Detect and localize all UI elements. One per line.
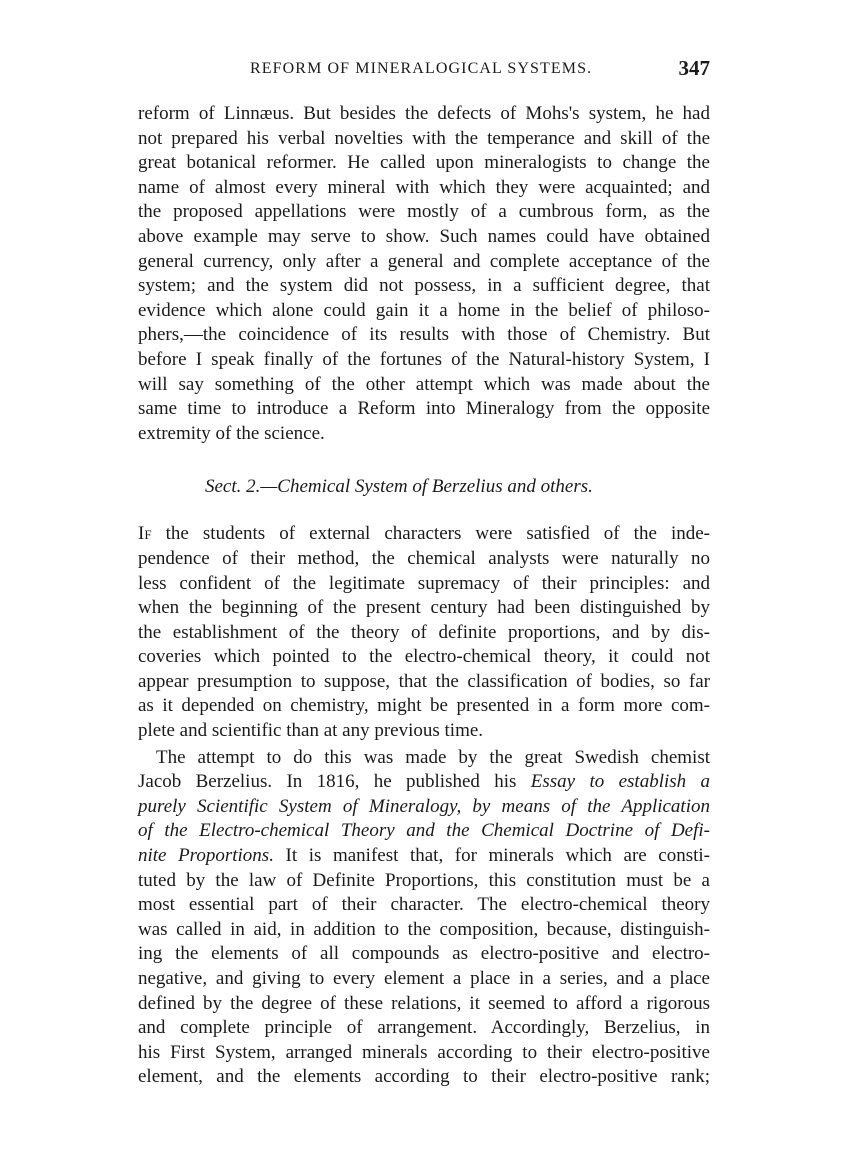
paragraph-3 (138, 746, 710, 1090)
text-line (138, 770, 710, 795)
text-line (138, 819, 710, 844)
text-line: will say something of the other attempt which was made about the (138, 373, 710, 395)
text-line: plete and scientific than at any previous time. (138, 720, 484, 742)
text-line: and complete principle of arrangement. Accordingly, Berzelius, in (138, 1017, 710, 1039)
text-line: was called in aid, in addition to the composition, because, distinguish- (138, 918, 710, 940)
paragraph-1 (138, 102, 710, 446)
text-line: general currency, only after a general and complete acceptance of the (138, 250, 710, 272)
text-line: before I speak finally of the fortunes of the Natural-history System, I (138, 348, 710, 370)
text-line: defined by the degree of these relations, it seemed to afford a rigorous (138, 992, 710, 1014)
text-line: extremity of the science. (138, 422, 325, 444)
text-line: most essential part of their character. The electro-chemical theory (138, 894, 710, 916)
text-line-rest: It is manifest that, for minerals which are consti- (273, 845, 710, 867)
text-line: great botanical reformer. He called upon mineralogists to change the (138, 152, 710, 174)
text-line: as it depended on chemistry, might be presented in a form more com- (138, 695, 710, 717)
text-line: less confident of the legitimate supremacy of their principles: and (138, 572, 710, 594)
page-number: 347 (678, 56, 710, 80)
running-head (138, 56, 710, 90)
text-line: reform of Linnæus. But besides the defects of Mohs's system, he had (138, 103, 710, 124)
book-title: nite Proportions. (138, 845, 274, 867)
text-line: not prepared his verbal novelties with the temperance and skill of the (138, 127, 710, 149)
text-line: The attempt to do this was made by the great Swedish chemist (156, 746, 710, 768)
text-line: element, and the elements according to their electro-positive rank; (138, 1066, 710, 1088)
text-line: his First System, arranged minerals according to their electro-positive (138, 1041, 710, 1063)
text-line: name of almost every mineral with which they were acquainted; and (138, 176, 710, 198)
text-line (138, 844, 710, 869)
book-page (138, 56, 710, 1090)
text-line: phers,—the coincidence of its results with those of Chemistry. But (138, 324, 710, 346)
text-line: negative, and giving to every element a place in a series, and a place (138, 968, 710, 989)
running-title: REFORM OF MINERALOGICAL SYSTEMS. (250, 60, 593, 77)
book-title: Essay to establish a (530, 771, 710, 793)
book-title: of the Electro-chemical Theory and the Chemical Doctrine of Defi- (138, 820, 710, 842)
text-line: above example may serve to show. Such names could have obtained (138, 225, 710, 247)
opening-word: If (138, 523, 152, 545)
text-line: the establishment of the theory of definite proportions, and by dis- (138, 621, 710, 643)
section-heading: Sect. 2.—Chemical System of Berzelius and others. (205, 476, 593, 498)
text-line: system; and the system did not possess, in a sufficient degree, that (138, 275, 710, 297)
text-line: coveries which pointed to the electro-chemical theory, it could not (138, 646, 710, 668)
text-line: appear presumption to suppose, that the classification of bodies, so far (138, 670, 710, 692)
text-line (138, 795, 710, 820)
text-line: the proposed appellations were mostly of a cumbrous form, as the (138, 201, 710, 223)
text-line-rest: the students of external characters were satisfied of the inde- (165, 523, 710, 545)
text-line: same time to introduce a Reform into Mineralogy from the opposite (138, 398, 710, 420)
text-line: evidence which alone could gain it a home in the belief of philoso- (138, 299, 710, 321)
paragraph-2 (138, 522, 710, 743)
text-line-start: Jacob Berzelius. In 1816, he published his (138, 771, 517, 793)
text-line: ing the elements of all compounds as electro-positive and electro- (138, 943, 710, 965)
text-line: pendence of their method, the chemical analysts were naturally no (138, 547, 710, 569)
book-title: purely Scientific System of Mineralogy, by means of the Application (138, 795, 710, 817)
text-line (138, 522, 710, 547)
text-line: tuted by the law of Definite Proportions, this constitution must be a (138, 869, 710, 891)
text-line: when the beginning of the present century had been distinguished by (138, 597, 710, 619)
